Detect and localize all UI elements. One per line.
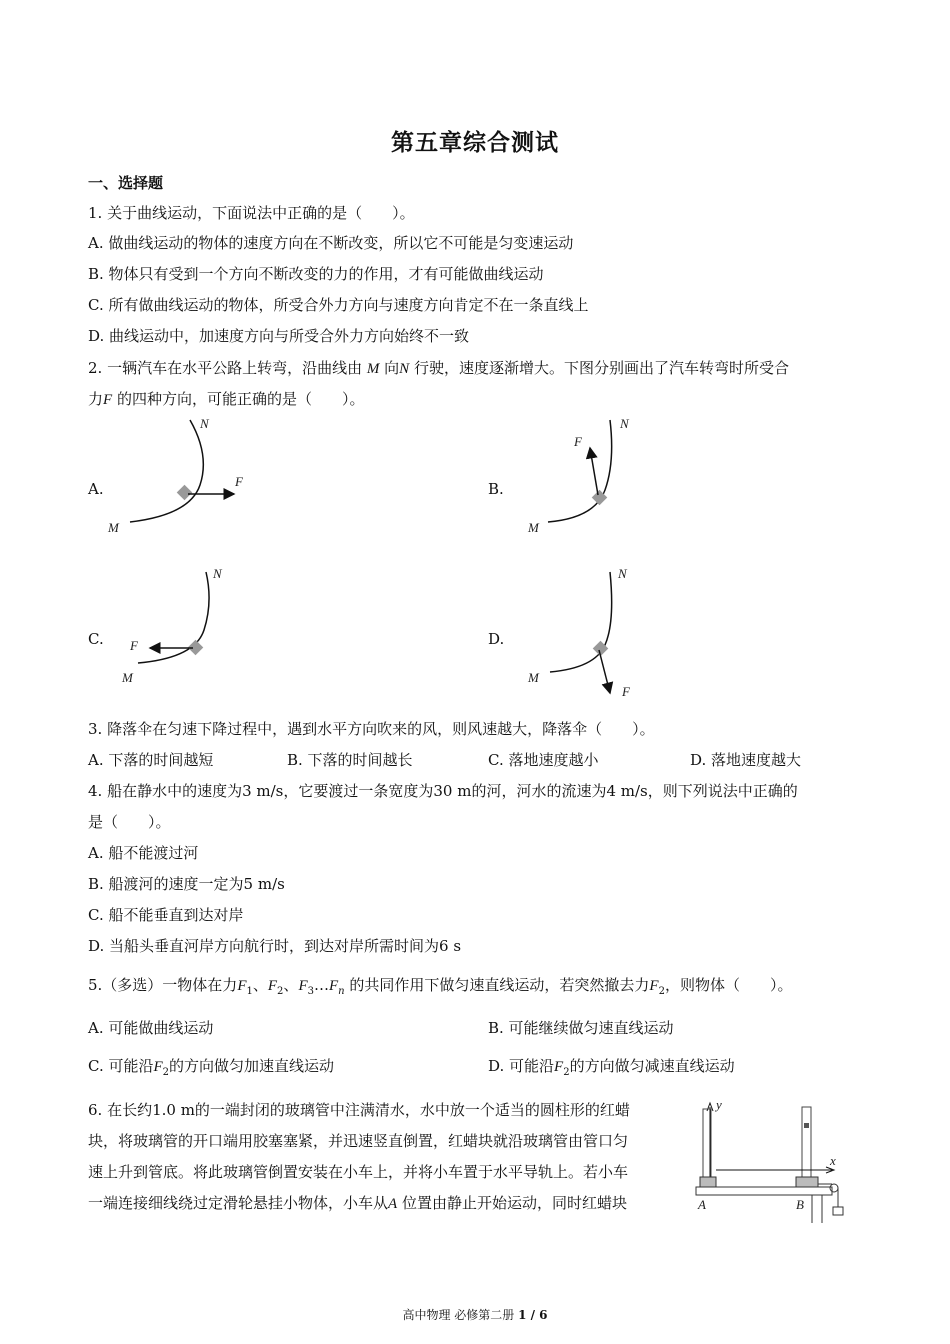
point-a-label: A [698, 1197, 706, 1212]
q5-stem: 5.（多选）一物体在力$F_1$、$F_2$、$F_3\dots F_n$ 的共同作用下做匀速直线运动，若突然撤去力$F_2$，则物体（ ）。 [88, 976, 793, 997]
q6-figure [692, 1095, 852, 1225]
label-f: F [130, 638, 138, 653]
q5-option-d: D. 可能沿$F_2$的方向做匀减速直线运动 [488, 1057, 735, 1078]
page-number: 1 / 6 [518, 1308, 548, 1322]
curve-path [130, 420, 203, 522]
q2-figure-a [100, 410, 270, 540]
q1-option-b: B. 物体只有受到一个方向不断改变的力的作用，才有可能做曲线运动 [88, 265, 544, 283]
label-f: F [622, 684, 630, 699]
q2-label-b: B. [488, 480, 504, 498]
label-m: M [122, 670, 133, 685]
weight [833, 1207, 843, 1215]
label-f: F [574, 434, 582, 449]
rail [696, 1187, 832, 1195]
wax-block [804, 1123, 809, 1128]
q4-stem-line1: 4. 船在静水中的速度为3 m/s，它要渡过一条宽度为30 m的河，河水的流速为4 m/s，则下列说法中正确的 [88, 782, 798, 800]
section-heading: 一、选择题 [88, 174, 164, 192]
force-arrow [599, 650, 610, 693]
page-title: 第五章综合测试 [391, 129, 559, 156]
q1-option-c: C. 所有做曲线运动的物体，所受合外力方向与速度方向肯定不在一条直线上 [88, 296, 589, 314]
q4-option-c: C. 船不能垂直到达对岸 [88, 906, 244, 924]
y-label: y [716, 1097, 722, 1112]
label-n: N [200, 416, 209, 431]
point-b-label: B [796, 1197, 804, 1212]
q2-stem-line2: 力F 的四种方向，可能正确的是（ ）。 [88, 390, 365, 408]
q3-option-b: B. 下落的时间越长 [287, 751, 413, 769]
q3-option-c: C. 落地速度越小 [488, 751, 599, 769]
q2-label-a: A. [88, 480, 104, 498]
q6-line2: 块，将玻璃管的开口端用胶塞塞紧，并迅速竖直倒置，红蜡块就沿玻璃管由管口匀 [88, 1132, 629, 1150]
q3-option-d: D. 落地速度越大 [690, 751, 802, 769]
q1-option-d: D. 曲线运动中，加速度方向与所受合外力方向始终不一致 [88, 327, 470, 345]
label-f: F [235, 474, 243, 489]
q5-option-b: B. 可能继续做匀速直线运动 [488, 1019, 674, 1037]
car-marker [177, 485, 193, 501]
curve-path [550, 572, 612, 672]
q4-option-d: D. 当船头垂直河岸方向航行时，到达对岸所需时间为6 s [88, 937, 462, 955]
label-m: M [528, 520, 539, 535]
q2-label-c: C. [88, 630, 104, 648]
q6-line1: 6. 在长约1.0 m的一端封闭的玻璃管中注满清水，水中放一个适当的圆柱形的红蜡 [88, 1101, 630, 1119]
q4-option-b: B. 船渡河的速度一定为5 m/s [88, 875, 285, 893]
label-n: N [213, 566, 222, 581]
page-footer: 高中物理 必修第二册 1 / 6 [402, 1308, 548, 1322]
q5-option-a: A. 可能做曲线运动 [88, 1019, 214, 1037]
q1-stem: 1. 关于曲线运动，下面说法中正确的是（ ）。 [88, 204, 415, 222]
q2-figure-c [100, 560, 270, 690]
q2-label-d: D. [488, 630, 505, 648]
pulley [830, 1184, 838, 1192]
q3-stem: 3. 降落伞在匀速下降过程中，遇到水平方向吹来的风，则风速越大，降落伞（ ）。 [88, 720, 655, 738]
label-n: N [620, 416, 629, 431]
q2-stem-line1: 2. 一辆汽车在水平公路上转弯，沿曲线由 M 向N 行驶，速度逐渐增大。下图分别画出了汽车转弯时所受合 [88, 359, 789, 377]
q3-option-a: A. 下落的时间越短 [88, 751, 214, 769]
label-n: N [618, 566, 627, 581]
cart-b [796, 1177, 818, 1187]
q4-stem-line2: 是（ ）。 [88, 813, 171, 831]
label-m: M [108, 520, 119, 535]
force-arrow [590, 448, 598, 495]
x-label: x [830, 1153, 836, 1168]
q6-line3: 速上升到管底。将此玻璃管倒置安装在小车上，并将小车置于水平导轨上。若小车 [88, 1163, 629, 1181]
q5-option-c: C. 可能沿$F_2$的方向做匀加速直线运动 [88, 1057, 335, 1078]
q6-line4: 一端连接细线绕过定滑轮悬挂小物体，小车从A 位置由静止开始运动，同时红蜡块 [88, 1194, 627, 1212]
q1-option-a: A. 做曲线运动的物体的速度方向在不断改变，所以它不可能是匀变速运动 [88, 234, 574, 252]
cart-a [700, 1177, 716, 1187]
q2-figure-d [510, 560, 680, 700]
label-m: M [528, 670, 539, 685]
q4-option-a: A. 船不能渡过河 [88, 844, 199, 862]
q2-figure-b [510, 410, 680, 540]
